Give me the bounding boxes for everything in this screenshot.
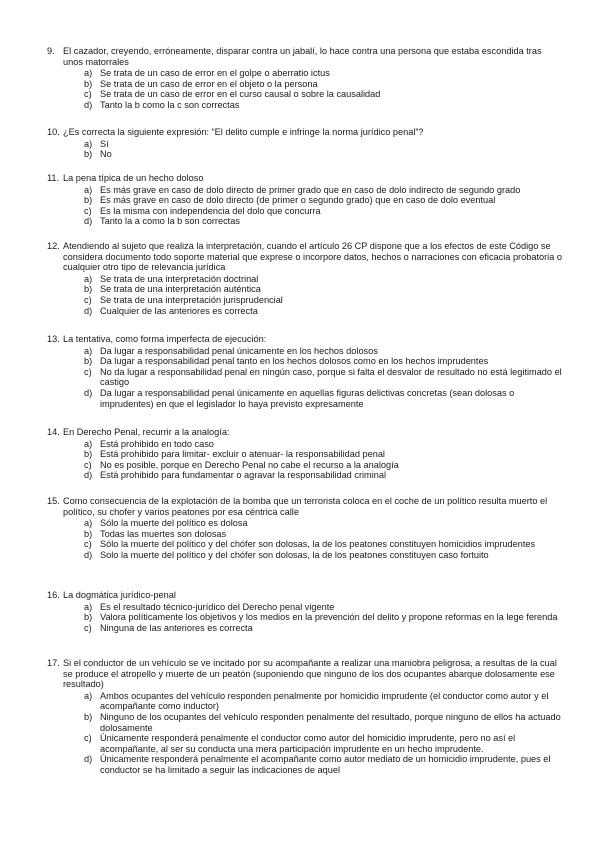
option-c: [47, 367, 564, 388]
option-letter: c): [84, 459, 92, 470]
option-text: Da lugar a responsabilidad penal únicamente en los hechos dolosos: [100, 345, 378, 356]
option-text: Es más grave en caso de dolo directo (de primer o segundo grado) que en caso de dolo eventual: [100, 195, 496, 206]
option-text: No: [100, 149, 112, 160]
option-text: Es el resultado técnico-jurídico del Derecho penal vigente: [100, 601, 335, 612]
option-d: [47, 216, 564, 227]
options-list: [47, 602, 564, 634]
option-text: Ambos ocupantes del vehículo responden penalmente por homicidio imprudente (el conductor como autor y el acompañante como inductor): [100, 690, 549, 712]
option-text: Tanto la b como la c son correctas: [100, 99, 240, 110]
question-number: 10.: [47, 127, 60, 137]
option-c: [47, 295, 564, 306]
question-15: [47, 496, 564, 561]
option-letter: c): [84, 539, 92, 550]
option-text: Está prohibido para limitar- excluir o atenuar- la responsabilidad penal: [100, 449, 385, 460]
option-text: Ninguno de los ocupantes del vehículo responden penalmente del resultado, porque ninguno de ellos ha actuado dolosamente: [100, 711, 561, 733]
question-number: 13.: [47, 334, 60, 344]
option-letter: d): [84, 387, 93, 398]
option-b: [47, 149, 564, 160]
option-letter: b): [84, 149, 93, 160]
option-letter: d): [84, 216, 93, 227]
option-a: [47, 185, 564, 196]
option-text: Se trata de una interpretación auténtica: [100, 284, 261, 295]
option-letter: d): [84, 549, 93, 560]
option-text: Cualquier de las anteriores es correcta: [100, 305, 258, 316]
option-b: [47, 712, 564, 733]
option-letter: b): [84, 449, 93, 460]
question-17: [47, 658, 564, 776]
options-list: [47, 439, 564, 481]
option-letter: a): [84, 68, 93, 79]
option-d: [47, 550, 564, 561]
option-letter: a): [84, 184, 93, 195]
option-letter: b): [84, 711, 93, 722]
option-text: No da lugar a responsabilidad penal en ningún caso, porque si falta el desvalor de resultado no está legitimado el castigo: [100, 366, 562, 388]
question-text: Atendiendo al sujeto que realiza la interpretación, cuando el artículo 26 CP dispone que a los efectos de este Código se considera documento todo soporte material que exprese o incorpore datos, hechos o narraciones con eficacia probatoria o cualquier otro tipo de relevancia jurídica: [63, 241, 562, 273]
question-12: [47, 241, 564, 316]
question-text: La dogmática jurídico-penal: [63, 590, 176, 600]
question-10: [47, 127, 564, 160]
option-letter: a): [84, 345, 93, 356]
question-text: La pena típica de un hecho doloso: [63, 173, 204, 183]
question-number: 9.: [47, 46, 55, 56]
option-a: [47, 346, 564, 357]
option-letter: a): [84, 690, 93, 701]
option-d: [47, 306, 564, 317]
option-text: Tanto la a como la b son correctas: [100, 216, 240, 227]
option-c: [47, 206, 564, 217]
option-b: [47, 195, 564, 206]
question-text: El cazador, creyendo, erróneamente, disparar contra un jabalí, lo hace contra una persona que estaba escondida tras unos matorrales: [63, 46, 542, 67]
options-list: [47, 691, 564, 776]
option-a: [47, 602, 564, 613]
option-text: Únicamente responderá penalmente el conductor como autor del homicidio imprudente, pero no así el acompañante, al ser su conducta una mera participación imprudente en un hecho imprudente.: [100, 733, 516, 754]
question-number: 14.: [47, 427, 60, 437]
option-b: [47, 529, 564, 540]
option-text: Se trata de un caso de error en el objeto o la persona: [100, 78, 318, 89]
option-a: [47, 518, 564, 529]
option-letter: d): [84, 99, 93, 110]
option-letter: b): [84, 284, 93, 295]
option-b: [47, 612, 564, 623]
option-text: Está prohibido para fundamentar o agravar la responsabilidad criminal: [100, 470, 386, 481]
option-text: Todas las muertes son dolosas: [100, 528, 227, 539]
question-number: 16.: [47, 590, 60, 600]
options-list: [47, 346, 564, 410]
option-a: [47, 274, 564, 285]
option-b: [47, 284, 564, 295]
option-text: Se trata de una interpretación jurisprudencial: [100, 294, 283, 305]
option-text: Valora políticamente los objetivos y los medios en la prevención del delito y propone reformas en la lege ferenda: [100, 612, 558, 623]
option-text: Sí: [100, 138, 109, 149]
options-list: [47, 274, 564, 316]
option-text: Se trata de un caso de error en el golpe o aberratio ictus: [100, 68, 330, 79]
options-list: [47, 518, 564, 560]
option-c: [47, 623, 564, 634]
option-b: [47, 79, 564, 90]
option-letter: a): [84, 601, 93, 612]
option-text: Únicamente responderá penalmente el acompañante como autor mediato de un homicidio imprudente, pues el conductor se ha limitado a seguir las indicaciones de aquel: [100, 754, 551, 775]
question-text: Si el conductor de un vehículo se ve incitado por su acompañante a realizar una maniobra peligrosa, a resultas de la cual se produce el atropello y muerte de un peatón (suponiendo que ninguno de los dos ocupantes abarque dolosamente ese resultado): [63, 658, 557, 690]
option-letter: c): [84, 89, 92, 100]
option-d: [47, 754, 564, 775]
option-d: [47, 470, 564, 481]
option-letter: b): [84, 612, 93, 623]
option-text: No es posible, porque en Derecho Penal no cabe el recurso a la analogía: [100, 459, 399, 470]
option-letter: d): [84, 754, 93, 765]
option-letter: d): [84, 305, 93, 316]
option-b: [47, 356, 564, 367]
option-d: [47, 100, 564, 111]
options-list: [47, 185, 564, 227]
option-text: Sólo la muerte del político y del chófer son dolosas, la de los peatones constituyen homicidios imprudentes: [100, 539, 536, 550]
question-text: La tentativa, como forma imperfecta de ejecución:: [63, 334, 267, 344]
option-letter: d): [84, 470, 93, 481]
option-text: Da lugar a responsabilidad penal tanto en los hechos dolosos como en los hechos imprudentes: [100, 356, 489, 367]
option-a: [47, 439, 564, 450]
option-letter: a): [84, 518, 93, 529]
question-number: 12.: [47, 241, 60, 251]
option-letter: c): [84, 622, 92, 633]
question-16: [47, 590, 564, 633]
option-d: [47, 388, 564, 409]
option-text: Solo la muerte del político y del chófer son dolosas, la de los peatones constituyen caso fortuito: [100, 549, 489, 560]
option-text: Es más grave en caso de dolo directo de primer grado que en caso de dolo indirecto de segundo grado: [100, 184, 521, 195]
options-list: [47, 139, 564, 160]
question-number: 17.: [47, 658, 60, 668]
option-letter: b): [84, 528, 93, 539]
option-text: Está prohibido en todo caso: [100, 438, 214, 449]
option-a: [47, 691, 564, 712]
option-text: Es la misma con independencia del dolo que concurra: [100, 205, 321, 216]
options-list: [47, 68, 564, 110]
option-a: [47, 68, 564, 79]
option-c: [47, 89, 564, 100]
option-text: Ninguna de las anteriores es correcta: [100, 622, 253, 633]
option-letter: a): [84, 438, 93, 449]
question-number: 15.: [47, 496, 60, 506]
option-c: [47, 460, 564, 471]
option-text: Se trata de una interpretación doctrinal: [100, 273, 259, 284]
option-text: Se trata de un caso de error en el curso causal o sobre la causalidad: [100, 89, 381, 100]
option-letter: b): [84, 195, 93, 206]
question-text: Como consecuencia de la explotación de la bomba que un terrorista coloca en el coche de un político resulta muerto el político, su chofer y varios peatones por esa céntrica calle: [63, 496, 548, 517]
option-letter: a): [84, 273, 93, 284]
question-13: [47, 334, 564, 409]
option-letter: b): [84, 356, 93, 367]
question-number: 11.: [47, 173, 60, 183]
question-text: En Derecho Penal, recurrir a la analogía:: [63, 427, 230, 437]
question-11: [47, 173, 564, 227]
question-9: [47, 46, 564, 111]
option-a: [47, 139, 564, 150]
option-letter: c): [84, 733, 92, 744]
option-c: [47, 539, 564, 550]
option-letter: c): [84, 294, 92, 305]
question-text: ¿Es correcta la siguiente expresión: “El delito cumple e infringe la norma jurídico penal”?: [63, 127, 424, 137]
question-14: [47, 427, 564, 481]
option-text: Sólo la muerte del político es dolosa: [100, 518, 248, 529]
option-text: Da lugar a responsabilidad penal únicamente en aquellas figuras delictivas concretas (sean dolosas o imprudentes) en que el legislador lo haya previsto expresamente: [100, 387, 515, 409]
option-letter: c): [84, 205, 92, 216]
option-b: [47, 449, 564, 460]
option-letter: a): [84, 138, 93, 149]
option-letter: b): [84, 78, 93, 89]
option-c: [47, 733, 564, 754]
option-letter: c): [84, 366, 92, 377]
